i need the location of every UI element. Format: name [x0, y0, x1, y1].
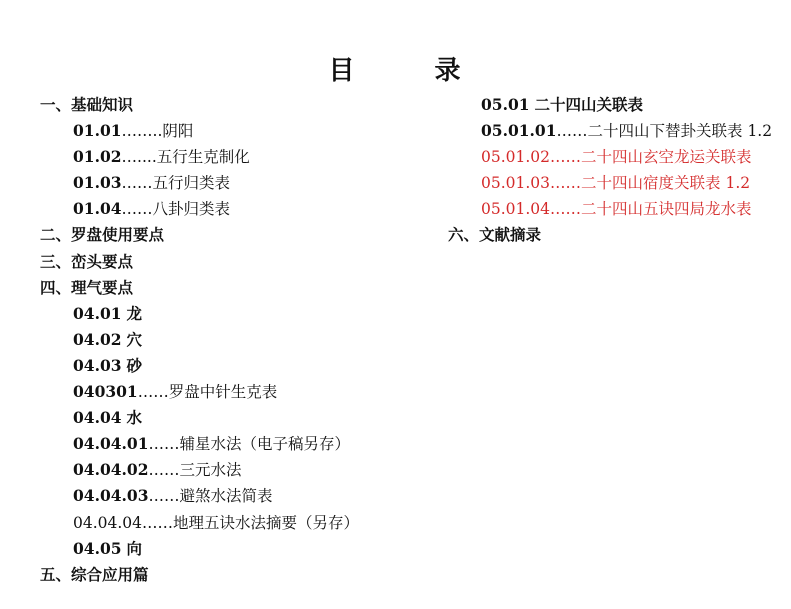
entry-title: 二十四山宿度关联表 1.2 — [581, 174, 751, 193]
toc-entry[interactable] — [40, 405, 440, 431]
entry-title: 龙 — [126, 303, 142, 323]
entry-code: 04.04 — [73, 408, 122, 428]
entry-title: 罗盘中针生克表 — [168, 383, 278, 402]
entry-leader-dots: …… — [550, 174, 582, 193]
toc-entry[interactable] — [40, 301, 440, 327]
entry-code: 05.01.04 — [481, 200, 551, 219]
toc-entry[interactable] — [40, 379, 440, 405]
toc-entry[interactable] — [448, 118, 788, 144]
title-char-1: 目 — [328, 56, 357, 86]
entry-title: 八卦归类表 — [152, 200, 231, 219]
entry-title: 五行生克制化 — [156, 148, 250, 167]
entry-leader-dots: …… — [121, 174, 153, 193]
toc-entry[interactable] — [40, 353, 440, 379]
toc-entry[interactable] — [40, 196, 440, 222]
toc-entry[interactable] — [40, 170, 440, 196]
entry-code: 05.01.03 — [481, 174, 551, 193]
toc-section-heading[interactable] — [40, 222, 440, 248]
entry-title: 向 — [126, 538, 142, 558]
entry-leader-dots: …… — [556, 122, 588, 141]
entry-title: 砂 — [126, 355, 142, 375]
entry-title: 二十四山关联表 — [534, 95, 643, 114]
entry-code: 05.01.01 — [481, 121, 557, 141]
entry-leader-dots: …… — [121, 200, 153, 219]
entry-leader-dots: …… — [148, 435, 180, 454]
toc-section-heading[interactable] — [448, 222, 788, 248]
entry-title: 二十四山玄空龙运关联表 — [581, 148, 752, 167]
entry-code: 04.04.02 — [73, 460, 149, 480]
toc-entry[interactable] — [40, 327, 440, 353]
section-title: 五、综合应用篇 — [40, 564, 149, 584]
entry-leader-dots: …….. — [121, 122, 163, 141]
entry-leader-dots: …… — [148, 461, 180, 480]
section-title: 六、文献摘录 — [448, 225, 542, 245]
section-title: 三、峦头要点 — [40, 251, 134, 271]
toc-section-heading[interactable] — [40, 249, 440, 275]
entry-code: 04.03 — [73, 355, 122, 375]
entry-code: 04.04.03 — [73, 486, 149, 506]
entry-code: 05.01.02 — [481, 148, 551, 167]
entry-title: 阴阳 — [162, 122, 194, 141]
entry-title: 二十四山下替卦关联表 1.2 — [587, 122, 773, 141]
entry-leader-dots: …… — [550, 200, 582, 219]
toc-entry[interactable] — [40, 457, 440, 483]
toc-entry[interactable] — [40, 431, 440, 457]
entry-code: 01.01 — [73, 121, 122, 141]
entry-title: 二十四山五诀四局龙水表 — [581, 200, 752, 219]
toc-entry[interactable] — [40, 483, 440, 509]
entry-leader-dots: …… — [142, 513, 174, 532]
section-title: 一、基础知识 — [40, 95, 134, 114]
entry-code: 04.04.04 — [73, 513, 143, 532]
page-title — [0, 50, 791, 87]
entry-title: 三元水法 — [179, 461, 242, 480]
toc-entry[interactable] — [40, 144, 440, 170]
toc-section-heading[interactable] — [40, 275, 440, 301]
toc-entry[interactable] — [40, 118, 440, 144]
entry-leader-dots: …… — [148, 487, 180, 506]
entry-title: 避煞水法简表 — [179, 487, 273, 506]
entry-leader-dots: …… — [137, 383, 169, 402]
title-char-2: 录 — [434, 56, 463, 86]
toc-entry[interactable] — [448, 196, 788, 222]
entry-code: 01.04 — [73, 199, 122, 219]
toc-right-column — [448, 92, 788, 249]
entry-leader-dots: …… — [550, 148, 582, 167]
entry-code: 040301 — [73, 382, 138, 402]
section-title: 二、罗盘使用要点 — [40, 225, 165, 245]
entry-code: 04.01 — [73, 303, 122, 323]
entry-title: 五行归类表 — [152, 174, 231, 193]
entry-title: 辅星水法（电子稿另存） — [179, 435, 351, 454]
entry-title: 水 — [126, 408, 142, 428]
toc-section-heading[interactable] — [40, 92, 440, 118]
entry-title: 穴 — [126, 329, 142, 349]
entry-code: 05.01 — [481, 95, 530, 114]
entry-code: 04.05 — [73, 538, 122, 558]
toc-entry[interactable] — [40, 536, 440, 562]
toc-entry[interactable] — [448, 92, 788, 118]
toc-entry[interactable] — [40, 510, 440, 536]
entry-title: 地理五诀水法摘要（另存） — [173, 513, 360, 532]
toc-left-column — [40, 92, 440, 588]
entry-code: 01.03 — [73, 173, 122, 193]
toc-section-heading[interactable] — [40, 562, 440, 588]
toc-entry[interactable] — [448, 144, 788, 170]
section-title: 四、理气要点 — [40, 277, 134, 297]
toc-entry[interactable] — [448, 170, 788, 196]
entry-code: 04.04.01 — [73, 434, 149, 454]
entry-leader-dots: ….... — [121, 148, 157, 167]
entry-code: 04.02 — [73, 329, 122, 349]
entry-code: 01.02 — [73, 147, 122, 167]
